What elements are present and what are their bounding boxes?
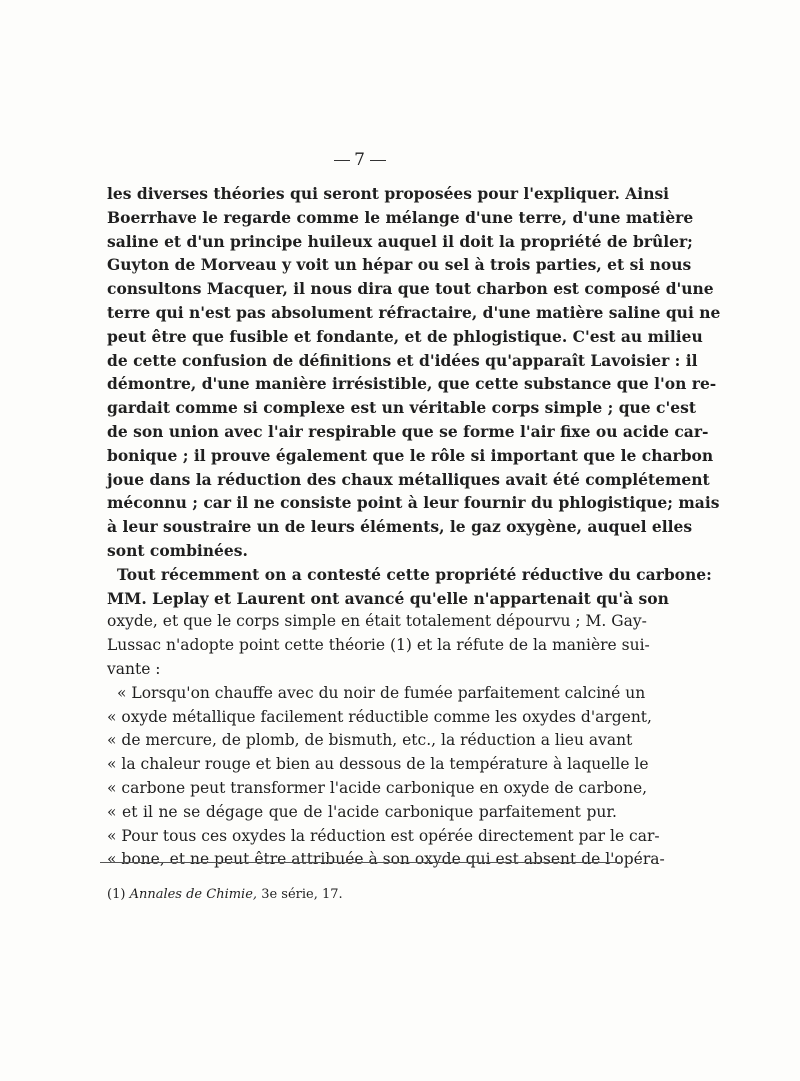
text-line: Tout récemment on a contesté cette propriété réductive du carbone: <box>117 564 712 584</box>
footnote <box>107 887 343 902</box>
quote-line: « Pour tous ces oxydes la réduction est opérée directement par le car- <box>107 826 660 845</box>
quote-line: « Lorsqu'on chauffe avec du noir de fumée parfaitement calciné un <box>117 683 646 702</box>
left-dash <box>334 160 350 161</box>
quote-line: « la chaleur rouge et bien au dessous de la température à laquelle le <box>107 755 649 774</box>
quote-line: « bone, et ne peut être attribuée à son oxyde qui est absent de l'opéra- <box>107 850 665 869</box>
text-line: à leur soustraire un de leurs éléments, le gaz oxygène, auquel elles <box>107 517 693 537</box>
footnote-series: 3e série, 17. <box>261 887 343 902</box>
text-line: terre qui n'est pas absolument réfractaire, d'une matière saline qui ne <box>107 302 721 322</box>
text-line: Guyton de Morveau y voit un hépar ou sel à trois parties, et si nous <box>107 255 692 275</box>
text-line: les diverses théories qui seront proposées pour l'expliquer. Ainsi <box>107 184 670 203</box>
text-line: méconnu ; car il ne consiste point à leur fournir du phlogistique; mais <box>107 493 720 513</box>
page-number <box>320 150 400 170</box>
text-line: de cette confusion de définitions et d'idées qu'apparaît Lavoisier : il <box>107 350 698 370</box>
quote-line: « de mercure, de plomb, de bismuth, etc., la réduction a lieu avant <box>107 731 633 750</box>
text-line: MM. Leplay et Laurent ont avancé qu'elle n'appartenait qu'à son <box>107 588 669 608</box>
text-line: de son union avec l'air respirable que se forme l'air fixe ou acide car- <box>107 421 709 441</box>
footnote-marker: (1) <box>107 887 126 902</box>
text-line: peut être que fusible et fondante, et de phlogistique. C'est au milieu <box>107 326 703 346</box>
right-dash <box>370 160 386 161</box>
quote-line: « oxyde métallique facilement réductible comme les oxydes d'argent, <box>107 707 652 726</box>
page-number-text: 7 <box>354 150 366 170</box>
text-line: joue dans la réduction des chaux métalliques avait été complétement <box>107 469 710 489</box>
quote-line: « et il ne se dégage que de l'acide carbonique parfaitement pur. <box>107 802 617 821</box>
quote-line: « carbone peut transformer l'acide carbonique en oxyde de carbone, <box>107 778 648 797</box>
text-line: démontre, d'une manière irrésistible, que cette substance que l'on re- <box>107 374 717 394</box>
text-line: vante : <box>107 659 161 678</box>
text-line: consultons Macquer, il nous dira que tout charbon est composé d'une <box>107 279 714 299</box>
text-line: bonique ; il prouve également que le rôle si important que le charbon <box>107 445 714 465</box>
text-line: Lussac n'adopte point cette théorie (1) et la réfute de la manière sui- <box>107 636 650 655</box>
text-line: saline et d'un principe huileux auquel il doit la propriété de brûler; <box>107 231 693 251</box>
text-line: Boerrhave le regarde comme le mélange d'une terre, d'une matière <box>107 207 694 227</box>
footnote-journal: Annales de Chimie, <box>129 887 258 902</box>
text-line: oxyde, et que le corps simple en était totalement dépourvu ; M. Gay- <box>107 612 647 631</box>
footnote-divider <box>100 862 620 863</box>
body-text <box>107 182 721 872</box>
text-line: gardait comme si complexe est un véritable corps simple ; que c'est <box>107 398 696 418</box>
text-line: sont combinées. <box>107 540 248 560</box>
